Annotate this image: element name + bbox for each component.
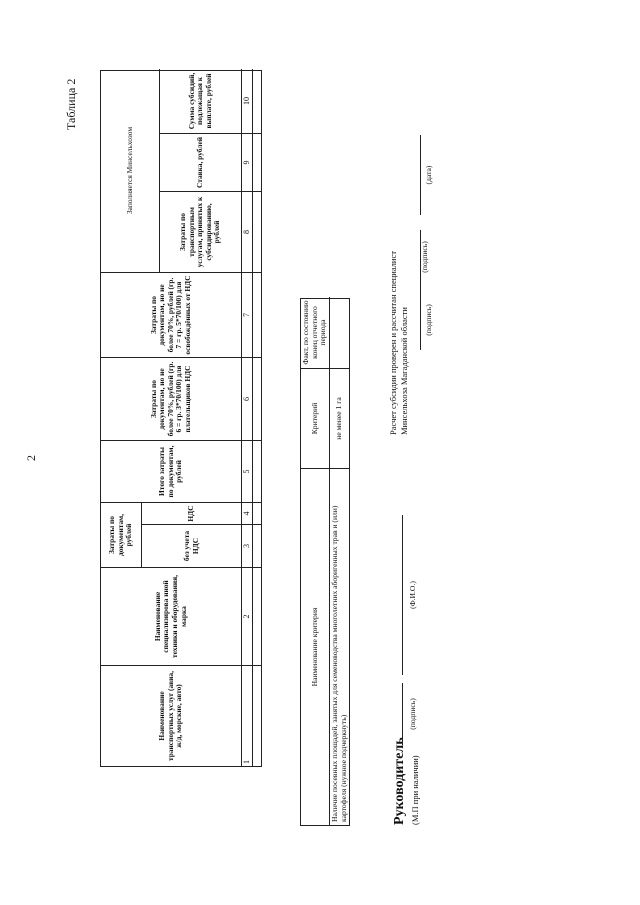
criteria-table bbox=[300, 298, 350, 826]
header-equipment-name: Наименование специализирова нной техники и оборудования, марка bbox=[101, 568, 241, 666]
data-cell bbox=[252, 525, 261, 568]
data-cell bbox=[252, 69, 261, 134]
col-number-2: 2 bbox=[241, 568, 252, 666]
col-number-6: 6 bbox=[241, 358, 252, 441]
header-vat: НДС bbox=[141, 503, 241, 525]
data-cell bbox=[252, 134, 261, 192]
date-line bbox=[420, 135, 421, 215]
data-cell bbox=[252, 273, 261, 358]
header-minselkhoz: Заполняется Минсельхозом bbox=[101, 69, 159, 273]
data-cell bbox=[252, 666, 261, 766]
head-label: Руководитель bbox=[392, 737, 407, 825]
criteria-fact-header: Факт, по состоянию конец отчетного периода bbox=[301, 297, 329, 369]
stamp-label: (М.П при наличии) bbox=[410, 755, 420, 825]
col-number-3: 3 bbox=[241, 525, 252, 568]
col-number-1: 1 bbox=[241, 666, 252, 766]
criteria-name-header: Наименование критерия bbox=[309, 607, 319, 687]
head-signature-line bbox=[402, 683, 403, 745]
page-number: 2 bbox=[24, 455, 38, 461]
col-number-7: 7 bbox=[241, 273, 252, 358]
header-transport-services: Наименование транспортных услуг (авиа, ж/д, морские, авто) bbox=[157, 671, 184, 761]
data-cell bbox=[252, 192, 261, 273]
data-cell bbox=[252, 441, 261, 503]
table-caption: Таблица 2 bbox=[64, 78, 78, 130]
col-number-5: 5 bbox=[241, 441, 252, 503]
header-subsidy-amount: Сумма субсидий, подлежащая к выплате, рублей bbox=[159, 69, 241, 134]
calc-fio-caption: (подпись) bbox=[420, 241, 429, 273]
header-docs-costs: Затраты по документам, рублей bbox=[101, 503, 141, 568]
head-signature-caption: (подпись) bbox=[408, 698, 417, 730]
date-caption: (дата) bbox=[424, 165, 433, 185]
head-fio-line bbox=[402, 515, 403, 675]
criteria-value-header: Критерий bbox=[301, 369, 329, 469]
criteria-row-value: не менее 1 га bbox=[329, 369, 349, 469]
col-number-8: 8 bbox=[241, 192, 252, 273]
criteria-row-fact bbox=[329, 297, 349, 369]
header-rate: Ставка, рублей bbox=[159, 134, 241, 192]
col-number-4: 4 bbox=[241, 503, 252, 525]
head-fio-caption: (Ф.И.О.) bbox=[408, 581, 417, 609]
header-costs-vat-payers: Затраты по документам, но не более 70%, рублей (гр. 6 = гр. 3*70/100) для плательщиков НДС bbox=[101, 358, 241, 441]
subsidy-calculation-table bbox=[100, 70, 262, 767]
criteria-row-name: Наличие посевных площадей, занятых для семеноводства многолетних аборигенных трав и (или) картофеля (нужное подчеркнуть) bbox=[329, 469, 349, 825]
header-costs-vat-exempt: Затраты по документам, но не более 70%, рублей (гр. 7 = гр. 5*70/100) для освобождённых от НДС bbox=[101, 273, 241, 358]
col-number-10: 10 bbox=[241, 69, 252, 134]
calc-signature-caption: (подпись) bbox=[424, 304, 433, 336]
col-number-9: 9 bbox=[241, 134, 252, 192]
data-cell bbox=[252, 358, 261, 441]
data-cell bbox=[252, 568, 261, 666]
header-accepted-costs: Затраты по транспортным услугам, принятых к субсидированию, рублей bbox=[159, 192, 241, 273]
header-total-costs: Итого затраты по документам, рублей bbox=[101, 441, 241, 503]
data-cell bbox=[252, 503, 261, 525]
header-without-vat: без учета НДС bbox=[141, 525, 241, 568]
calc-verification-text: Расчет субсидии проверен и рассчитан специалист Минсельхоза Магаданской области bbox=[388, 251, 409, 435]
